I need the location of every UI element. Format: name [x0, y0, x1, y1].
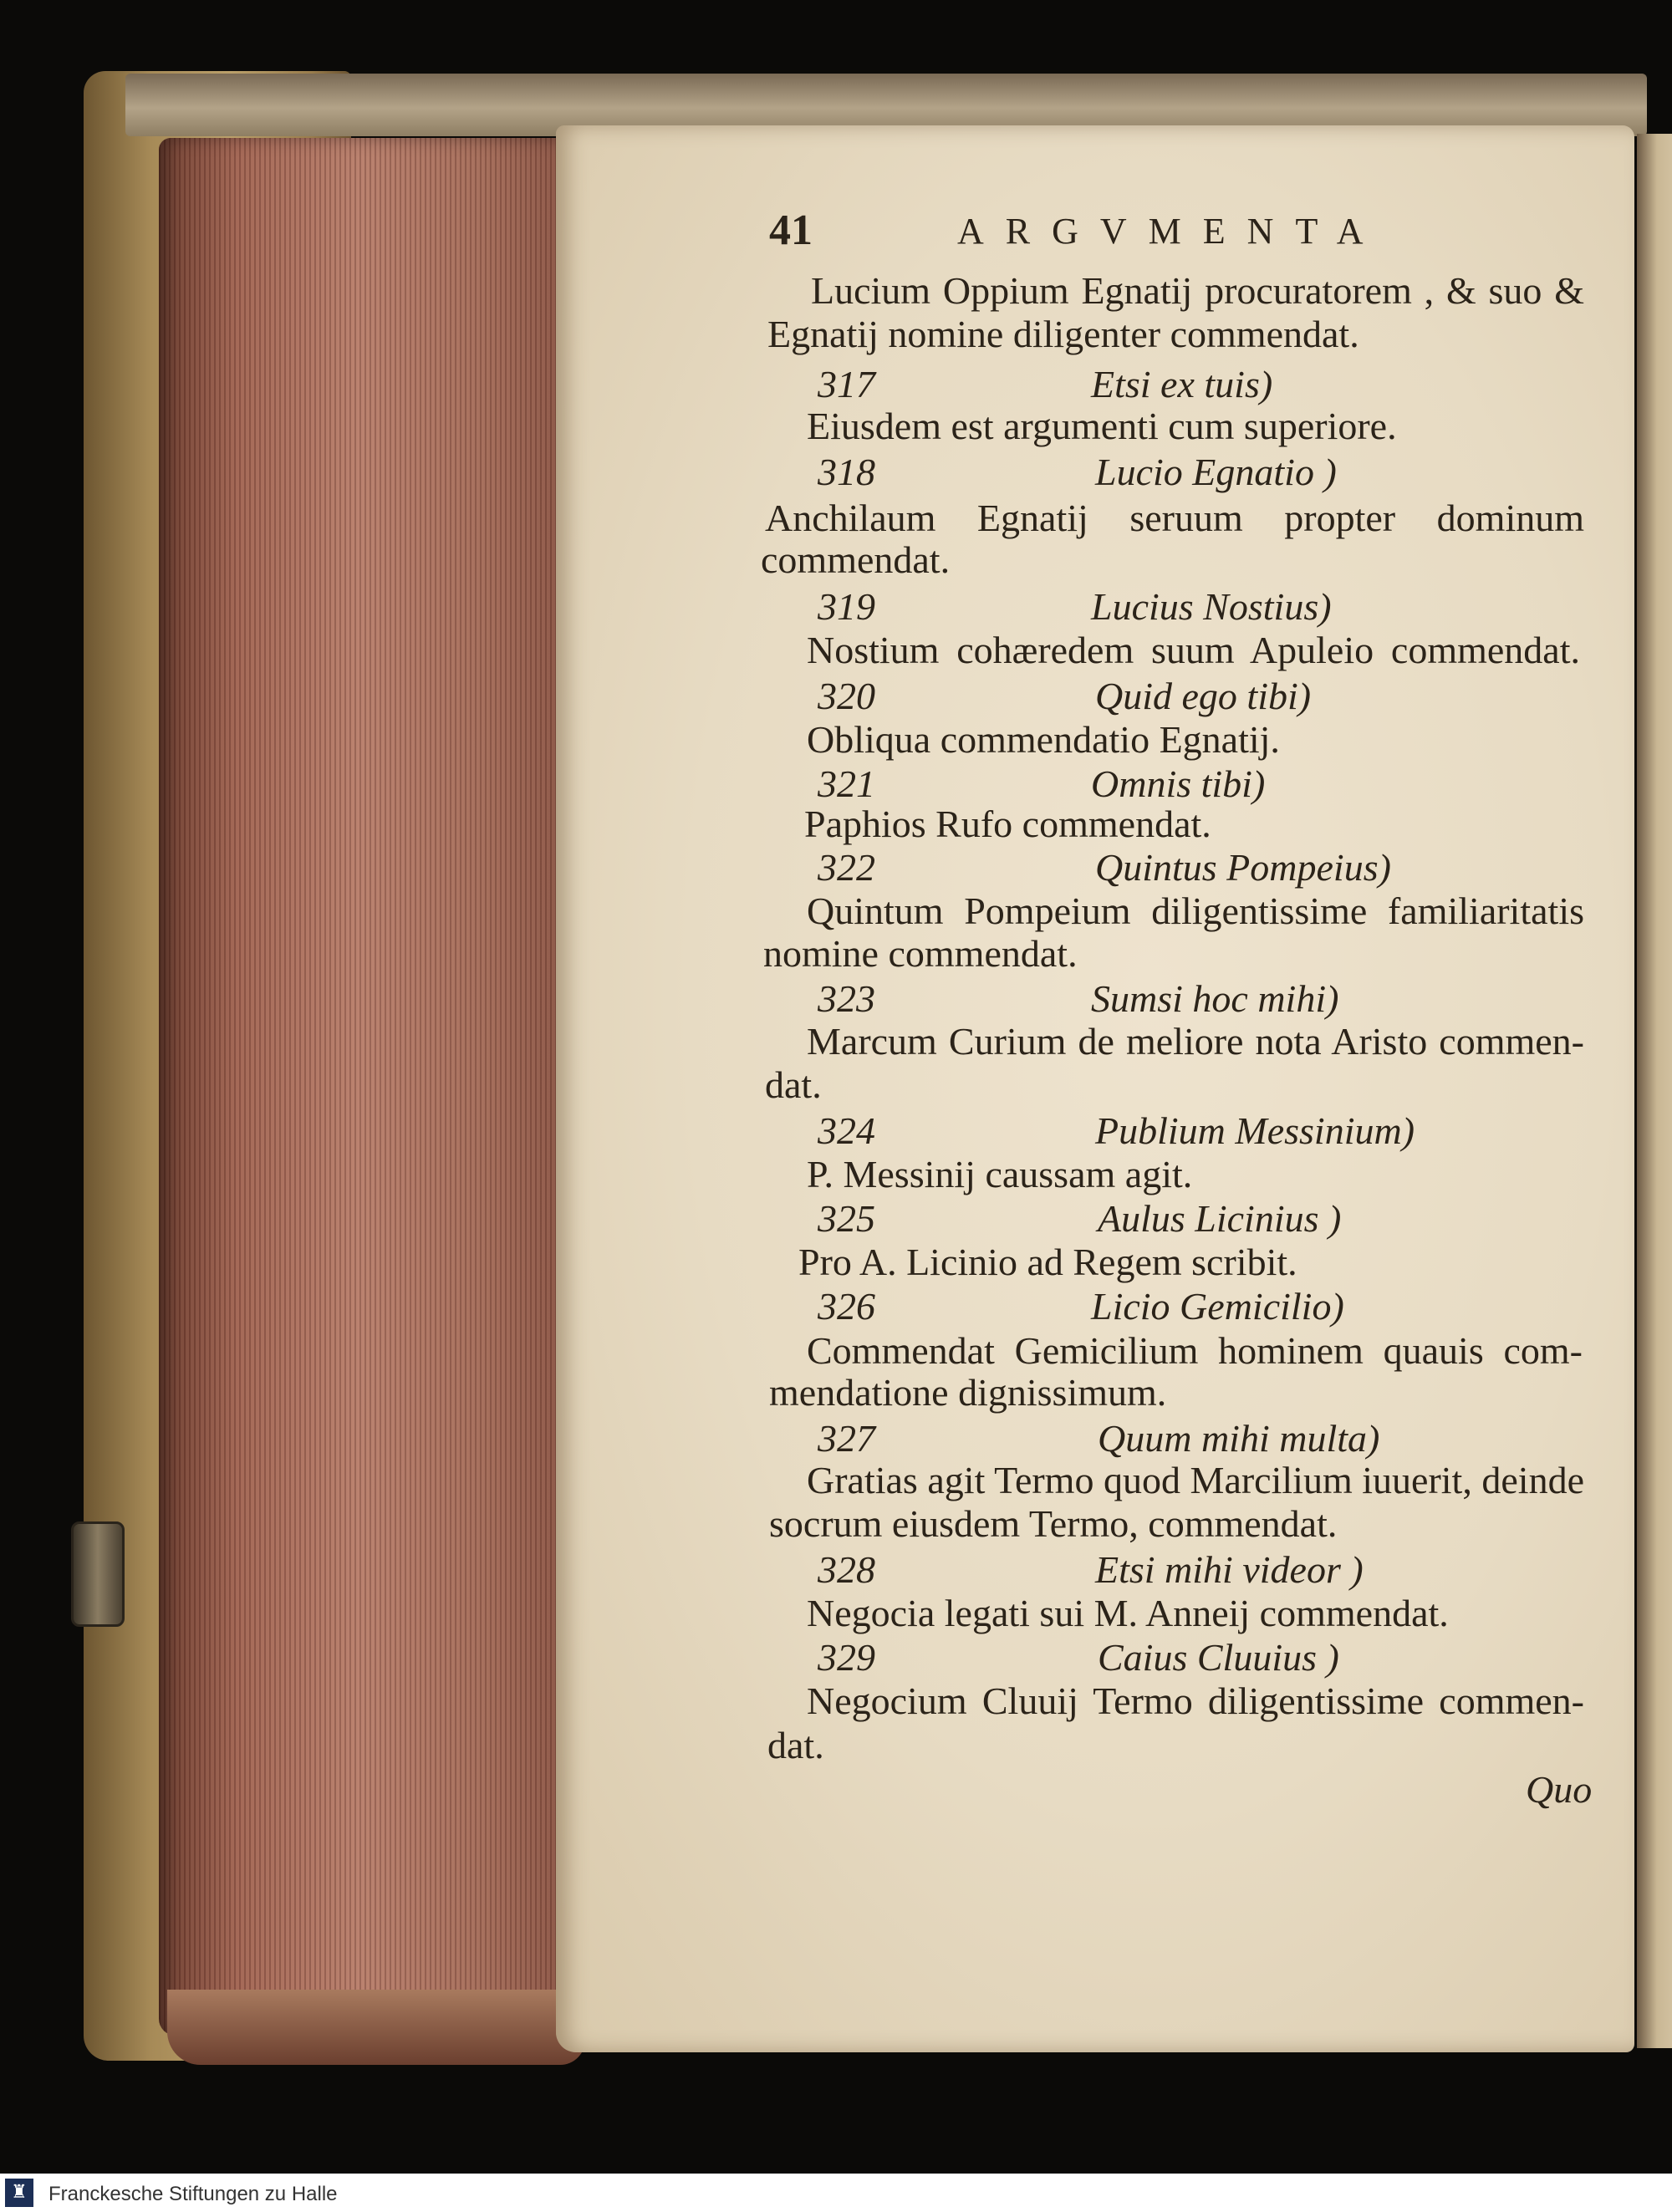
- text-line: Paphios Rufo commendat.: [804, 803, 1211, 845]
- entry-number: 325: [818, 1197, 875, 1240]
- entry-incipit: Quum mihi multa): [1098, 1417, 1380, 1460]
- text-line: Pro A. Licinio ad Regem scribit.: [798, 1241, 1297, 1283]
- text-line: dat.: [767, 1724, 824, 1766]
- text-line: dat.: [765, 1063, 822, 1106]
- text-line: Eiusdem est argumenti cum superiore.: [807, 405, 1397, 447]
- entry-number: 328: [818, 1548, 875, 1591]
- entry-number: 321: [818, 762, 875, 805]
- text-line: P. Messinij caussam agit.: [807, 1153, 1193, 1195]
- entry-number: 318: [818, 451, 875, 493]
- entry-number: 322: [818, 846, 875, 889]
- text-line: Nostium cohæredem suum Apuleio commendat.: [807, 629, 1580, 671]
- institution-credit: Franckesche Stiftungen zu Halle: [48, 2183, 338, 2205]
- entry-incipit: Sumsi hoc mihi): [1091, 977, 1339, 1020]
- book-page: [556, 125, 1634, 2052]
- book-clasp: [71, 1521, 125, 1627]
- page-number: 41: [769, 206, 813, 254]
- text-line: Egnatij nomine diligenter commendat.: [767, 313, 1359, 355]
- entry-incipit: Publium Messinium): [1095, 1109, 1415, 1152]
- catchword: Quo: [1526, 1768, 1593, 1811]
- institution-logo-icon: ♜: [5, 2179, 33, 2207]
- text-line: mendatione dignissimum.: [769, 1371, 1167, 1414]
- text-line: Commendat Gemicilium hominem quauis com-: [807, 1329, 1583, 1372]
- text-line: Lucium Oppium Egnatij procuratorem , & suo &: [811, 269, 1584, 312]
- entry-incipit: Quintus Pompeius): [1095, 846, 1391, 889]
- page-edges-bottom: [167, 1990, 585, 2065]
- entry-incipit: Quid ego tibi): [1095, 675, 1312, 717]
- text-line: Marcum Curium de meliore nota Aristo commen-: [807, 1020, 1584, 1063]
- text-line: Negocium Cluuij Termo diligentissime commen-: [807, 1679, 1584, 1722]
- entry-number: 329: [818, 1636, 875, 1679]
- text-line: Gratias agit Termo quod Marcilium iuuerit, deinde: [807, 1459, 1584, 1501]
- entry-number: 327: [818, 1417, 875, 1460]
- entry-number: 326: [818, 1285, 875, 1328]
- entry-number: 320: [818, 675, 875, 717]
- entry-number: 324: [818, 1109, 875, 1152]
- entry-number: 317: [818, 363, 875, 405]
- entry-incipit: Caius Cluuius ): [1098, 1636, 1339, 1679]
- text-line: Anchilaum Egnatij seruum propter dominum: [765, 497, 1584, 539]
- text-line: Obliqua commendatio Egnatij.: [807, 718, 1280, 761]
- entry-incipit: Licio Gemicilio): [1091, 1285, 1344, 1328]
- entry-incipit: Etsi ex tuis): [1091, 363, 1273, 405]
- entry-incipit: Aulus Licinius ): [1098, 1197, 1342, 1240]
- footer-credit-bar: [0, 2174, 1672, 2212]
- entry-incipit: Lucius Nostius): [1091, 585, 1332, 628]
- facing-page-sliver: [1637, 134, 1672, 2048]
- entry-incipit: Omnis tibi): [1091, 762, 1266, 805]
- running-head: ARGVMENTA: [957, 211, 1385, 252]
- entry-incipit: Etsi mihi videor ): [1095, 1548, 1364, 1591]
- entry-number: 319: [818, 585, 875, 628]
- text-line: Negocia legati sui M. Anneij commendat.: [807, 1592, 1449, 1634]
- text-line: commendat.: [761, 538, 951, 581]
- text-line: nomine commendat.: [763, 932, 1078, 975]
- entry-incipit: Lucio Egnatio ): [1095, 451, 1337, 493]
- page-edges: [159, 138, 560, 2036]
- entry-number: 323: [818, 977, 875, 1020]
- text-line: socrum eiusdem Termo, commendat.: [769, 1502, 1338, 1545]
- text-line: Quintum Pompeium diligentissime familiaritatis: [807, 889, 1584, 932]
